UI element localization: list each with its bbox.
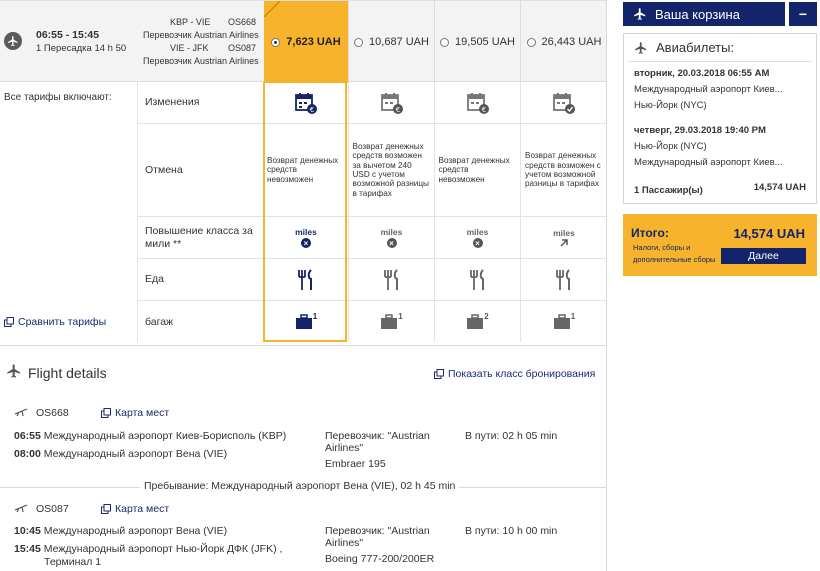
seg1-route: KBP - VIE xyxy=(170,17,211,27)
fare-price: 10,687 UAH xyxy=(369,36,429,48)
flight-details-title: Flight details xyxy=(28,365,107,381)
taxes-note: Налоги, сборы и xyxy=(633,243,691,252)
tariff-row-upgrade xyxy=(137,216,607,258)
outbound-date: вторник, 20.03.2018 06:55 AM xyxy=(634,68,770,79)
tariffs-includes-label: Все тарифы включают: xyxy=(4,92,112,103)
cart-button[interactable] xyxy=(623,2,785,26)
total-panel xyxy=(623,214,817,276)
fare-option-2[interactable] xyxy=(349,1,434,83)
tickets-price: 14,574 UAH xyxy=(753,182,806,193)
seg1-code: OS668 xyxy=(228,17,257,27)
fare-price: 7,623 UAH xyxy=(286,36,341,48)
tickets-title: Авиабилеты: xyxy=(656,40,735,55)
miles-label: miles xyxy=(380,227,403,237)
tariff-row-cancel xyxy=(137,123,607,216)
meal-icon xyxy=(349,259,434,300)
plane-icon xyxy=(4,32,22,50)
fare-radio[interactable] xyxy=(271,38,280,47)
baggage-count: 1 xyxy=(570,312,576,321)
corner-mark-icon xyxy=(264,1,280,17)
return-from: Нью-Йорк (NYC) xyxy=(634,141,707,152)
external-window-icon xyxy=(101,504,111,514)
cancel-text: Возврат денежных средств невозможен xyxy=(267,155,339,184)
seg1-carrier: Перевозчик Austrian Airlines xyxy=(143,30,259,40)
miles-label: miles xyxy=(295,227,317,237)
changes-icon xyxy=(435,82,520,123)
svg-text:€: € xyxy=(309,105,315,114)
flight-times: 06:55 - 15:45 xyxy=(36,29,100,41)
row-label-upgrade: Повышение класса за мили ** xyxy=(145,225,253,250)
seg2-carrier: Перевозчик Austrian Airlines xyxy=(143,56,259,66)
changes-icon xyxy=(264,82,348,123)
total-label: Итого: xyxy=(631,226,669,240)
baggage-icon xyxy=(264,301,348,342)
plane-small-icon xyxy=(14,503,28,513)
segment2-arr-airport: Международный аэропорт Нью-Йорк ДФК (JFK) , xyxy=(43,543,283,555)
seat-map-label: Карта мест xyxy=(115,503,170,515)
segment2-seat-map-link[interactable] xyxy=(101,503,169,515)
baggage-icon xyxy=(349,301,434,342)
outbound-from: Международный аэропорт Киев... xyxy=(634,84,783,95)
sidebar xyxy=(623,0,817,571)
segment2-code: OS087 xyxy=(36,503,69,515)
not-available-icon: × xyxy=(301,238,311,248)
seg2-route: VIE - JFK xyxy=(170,43,209,53)
layover-info: Пребывание: Международный аэропорт Вена (VIE), 02 h 45 min xyxy=(140,480,459,492)
segment2-carrier: Перевозчик: "Austrian xyxy=(325,525,430,537)
external-window-icon xyxy=(434,369,444,379)
meal-icon xyxy=(435,259,520,300)
row-label-cancel: Отмена xyxy=(145,164,183,176)
upgrade-arrow-icon xyxy=(559,238,569,248)
segment1-carrier: Перевозчик: "Austrian xyxy=(325,430,430,442)
next-button[interactable]: Далее xyxy=(721,248,806,264)
segment2-dep-time: 10:45 xyxy=(14,525,41,537)
baggage-icon xyxy=(435,301,520,342)
fare-radio[interactable] xyxy=(440,38,449,47)
fare-price: 26,443 UAH xyxy=(541,36,602,48)
fare-radio[interactable] xyxy=(527,38,536,47)
baggage-count: 1 xyxy=(312,312,318,321)
external-window-icon xyxy=(4,317,14,327)
tariff-row-baggage xyxy=(137,300,607,342)
segment2-dep-airport: Международный аэропорт Вена (VIE) xyxy=(43,525,228,537)
flight-header-row[interactable] xyxy=(0,0,607,82)
cart-button-label: Ваша корзина xyxy=(655,6,740,22)
changes-icon xyxy=(521,82,607,123)
show-booking-class-label: Показать класс бронирования xyxy=(448,368,596,380)
show-booking-class-link[interactable] xyxy=(434,368,595,380)
plane-icon xyxy=(634,41,648,55)
changes-icon xyxy=(349,82,434,123)
total-amount: 14,574 UAH xyxy=(733,226,805,241)
plane-icon xyxy=(6,363,22,379)
segment2-aircraft: Boeing 777-200/200ER xyxy=(325,553,435,565)
meal-icon xyxy=(521,259,607,300)
tariff-row-changes xyxy=(137,82,607,123)
tickets-summary xyxy=(623,33,817,204)
segment2-duration: В пути: 10 h 00 min xyxy=(465,525,558,537)
not-available-icon: × xyxy=(387,238,397,248)
segment1-dep-airport: Международный аэропорт Киев-Борисполь (KBP) xyxy=(43,430,287,442)
plane-small-icon xyxy=(14,407,28,417)
baggage-icon xyxy=(521,301,607,342)
fare-radio[interactable] xyxy=(354,38,363,47)
cancel-text: Возврат денежных средств возможен с учетом возможной разницы в тарифах xyxy=(525,151,601,189)
row-label-meal: Еда xyxy=(145,273,164,285)
meal-icon xyxy=(264,259,348,300)
seg2-code: OS087 xyxy=(228,43,257,53)
segment1-carrier-cont: Airlines" xyxy=(325,442,364,454)
compare-fares-link[interactable] xyxy=(4,316,106,328)
svg-text:€: € xyxy=(395,105,400,114)
passenger-count: 1 Пассажир(ы) xyxy=(634,185,703,196)
cancel-text: Возврат денежных средств невозможен xyxy=(438,155,510,184)
segment1-arr-time: 08:00 xyxy=(14,448,41,460)
taxes-note-cont: дополнительные сборы xyxy=(633,255,716,264)
segment1-duration: В пути: 02 h 05 min xyxy=(465,430,558,442)
collapse-cart-button[interactable]: − xyxy=(789,2,817,26)
not-available-icon: × xyxy=(473,238,483,248)
miles-label: miles xyxy=(553,227,575,238)
segment1-arr-airport: Международный аэропорт Вена (VIE) xyxy=(43,448,228,460)
miles-label: miles xyxy=(466,227,489,237)
cancel-text: Возврат денежных средств возможен за вычетом 240 USD с учетом возможной разницы в тарифах xyxy=(352,141,429,198)
fare-option-3[interactable] xyxy=(435,1,520,83)
segment1-code: OS668 xyxy=(36,407,69,419)
segment1-aircraft: Embraer 195 xyxy=(325,458,386,470)
segment1-seat-map-link[interactable] xyxy=(101,407,169,419)
segment1-dep-time: 06:55 xyxy=(14,430,41,442)
plane-icon xyxy=(633,7,647,21)
return-date: четверг, 29.03.2018 19:40 PM xyxy=(634,125,766,136)
segment2-arr-terminal: Терминал 1 xyxy=(44,556,102,568)
baggage-count: 2 xyxy=(484,312,489,321)
baggage-count: 1 xyxy=(398,312,403,321)
outbound-to: Нью-Йорк (NYC) xyxy=(634,100,707,111)
external-window-icon xyxy=(101,408,111,418)
row-label-baggage: багаж xyxy=(145,316,174,328)
fare-option-4[interactable] xyxy=(521,1,607,83)
tariff-row-meal xyxy=(137,258,607,300)
return-to: Международный аэропорт Киев... xyxy=(634,157,783,168)
segment2-carrier-cont: Airlines" xyxy=(325,537,364,549)
row-label-changes: Изменения xyxy=(145,96,200,108)
flight-stops: 1 Пересадка 14 h 50 xyxy=(36,43,126,54)
seat-map-label: Карта мест xyxy=(115,407,170,419)
segment2-arr-time: 15:45 xyxy=(14,543,41,555)
svg-text:€: € xyxy=(481,105,486,114)
fare-price: 19,505 UAH xyxy=(455,36,515,48)
compare-fares-label: Сравнить тарифы xyxy=(18,316,107,328)
